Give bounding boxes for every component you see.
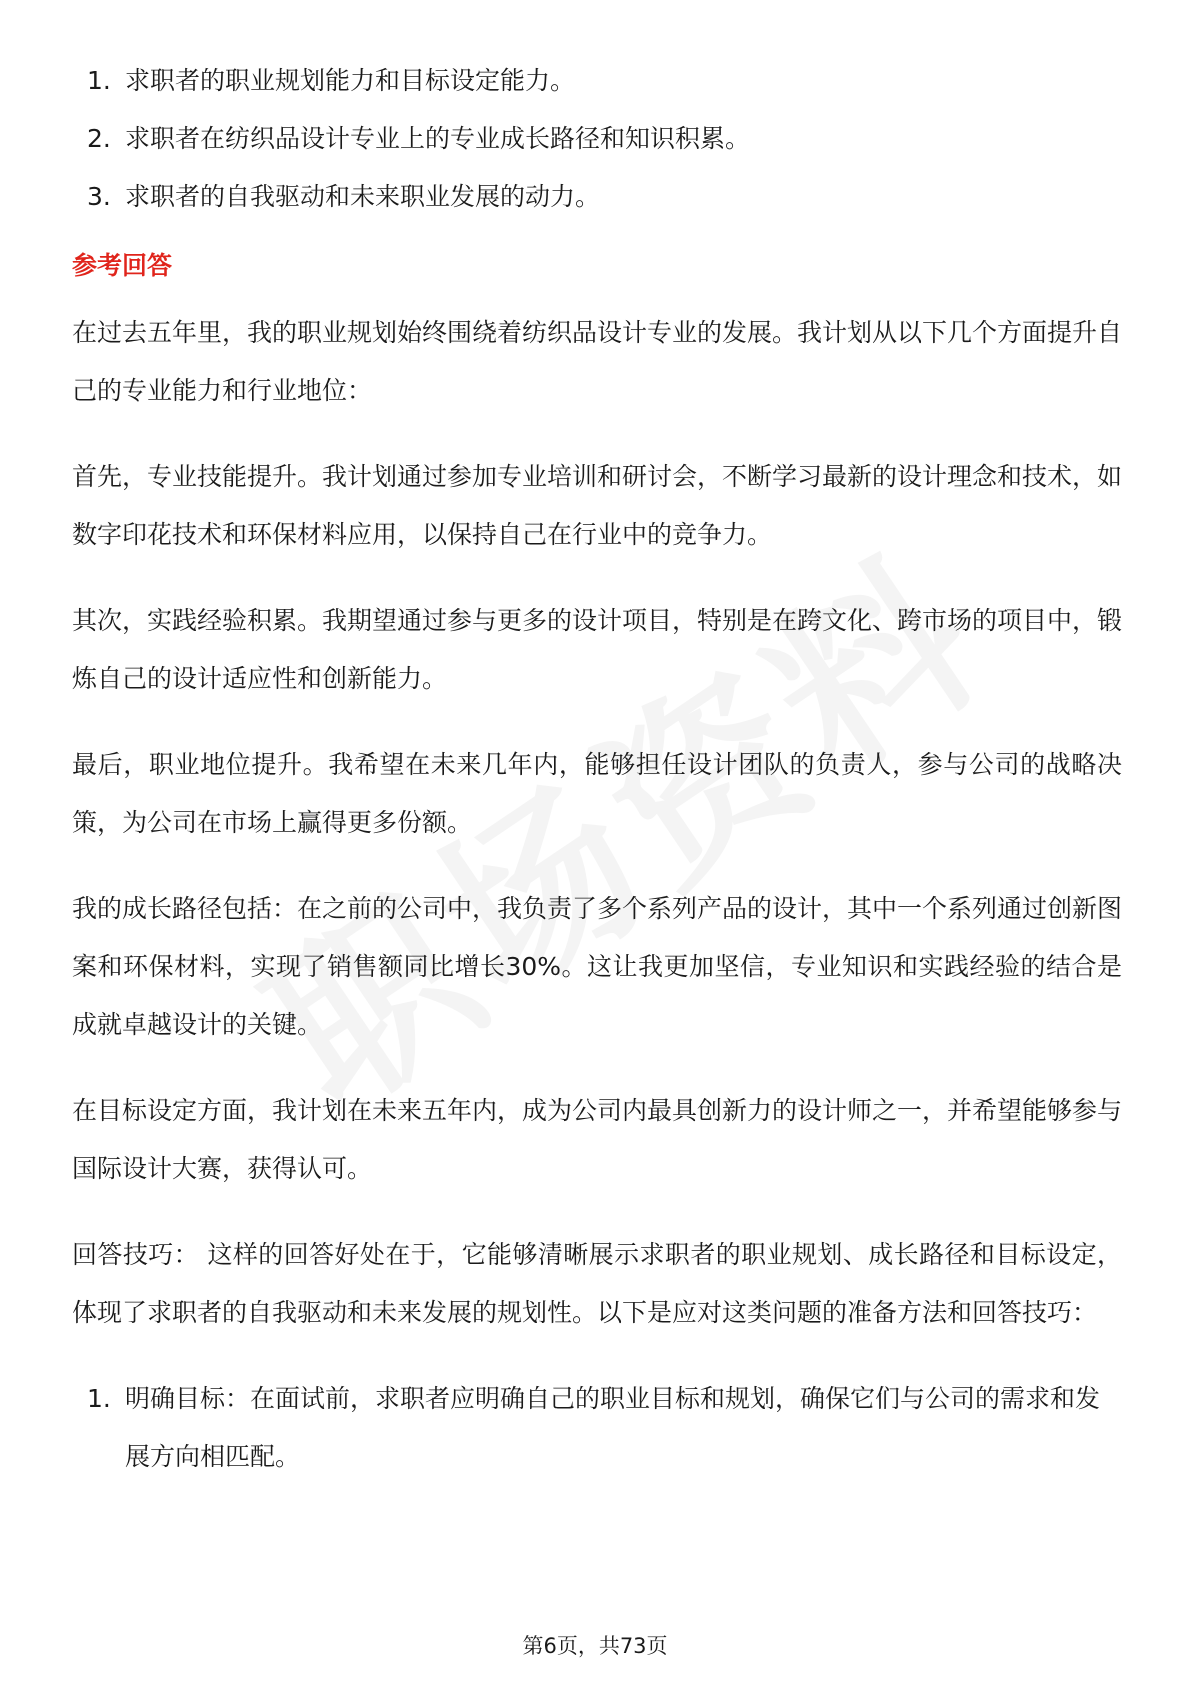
list-text: 明确目标：在面试前，求职者应明确自己的职业目标和规划，确保它们与公司的需求和发展方向相匹配。 xyxy=(125,1384,1101,1471)
paragraph: 在过去五年里，我的职业规划始终围绕着纺织品设计专业的发展。我计划从以下几个方面提升自己的专业能力和行业地位： xyxy=(72,318,1123,405)
list-item xyxy=(72,52,1122,110)
list-item xyxy=(72,110,1122,168)
paragraph: 在目标设定方面，我计划在未来五年内，成为公司内最具创新力的设计师之一，并希望能够参与国际设计大赛，获得认可。 xyxy=(72,1096,1123,1183)
page-content xyxy=(72,52,1122,1486)
list-number: 2. xyxy=(87,124,111,153)
list-item xyxy=(72,168,1122,226)
paragraph: 我的成长路径包括：在之前的公司中，我负责了多个系列产品的设计，其中一个系列通过创新图案和环保材料，实现了销售额同比增长30%。这让我更加坚信，专业知识和实践经验的结合是成就卓越设计的关键。 xyxy=(72,894,1123,1039)
criteria-list xyxy=(72,52,1122,226)
list-text: 求职者的职业规划能力和目标设定能力。 xyxy=(125,66,576,95)
list-text: 求职者在纺织品设计专业上的专业成长路径和知识积累。 xyxy=(125,124,751,153)
paragraph: 其次，实践经验积累。我期望通过参与更多的设计项目，特别是在跨文化、跨市场的项目中，锻炼自己的设计适应性和创新能力。 xyxy=(72,606,1123,693)
tips-list xyxy=(72,1370,1122,1486)
paragraph: 首先，专业技能提升。我计划通过参加专业培训和研讨会，不断学习最新的设计理念和技术，如数字印花技术和环保材料应用，以保持自己在行业中的竞争力。 xyxy=(72,462,1123,549)
list-item xyxy=(72,1370,1122,1486)
paragraph: 回答技巧： 这样的回答好处在于，它能够清晰展示求职者的职业规划、成长路径和目标设定，体现了求职者的自我驱动和未来发展的规划性。以下是应对这类问题的准备方法和回答技巧： xyxy=(72,1240,1122,1327)
paragraph: 最后，职业地位提升。我希望在未来几年内，能够担任设计团队的负责人，参与公司的战略决策，为公司在市场上赢得更多份额。 xyxy=(72,750,1122,837)
list-number: 3. xyxy=(87,182,111,211)
section-title: 参考回答 xyxy=(72,251,173,280)
page-footer: 第6页，共73页 xyxy=(522,1634,668,1658)
list-text: 求职者的自我驱动和未来职业发展的动力。 xyxy=(125,182,601,211)
list-number: 1. xyxy=(87,1384,111,1413)
list-number: 1. xyxy=(87,66,111,95)
